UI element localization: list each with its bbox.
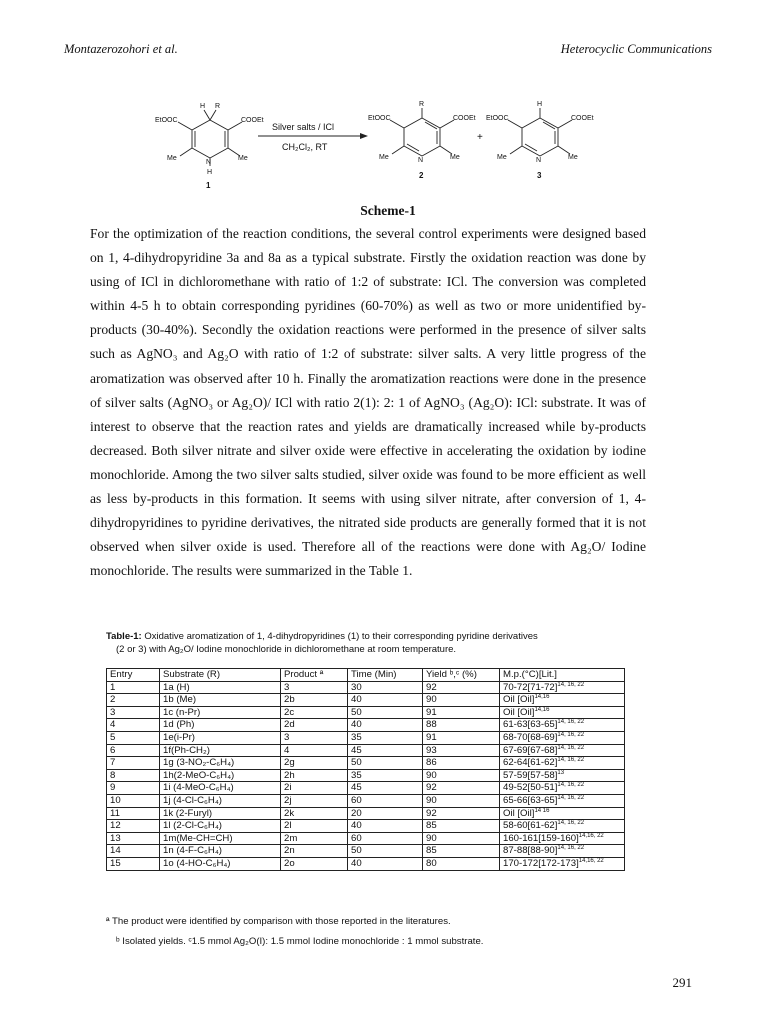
body-paragraph	[90, 222, 646, 583]
cell-entry-text: 10	[110, 794, 121, 806]
c3-me-left: Me	[497, 154, 507, 161]
cell-entry-text: 9	[110, 782, 116, 794]
table-row	[107, 757, 625, 770]
cell-time	[348, 782, 423, 795]
cell-entry-text: 3	[110, 706, 116, 718]
cell-substrate	[160, 832, 281, 845]
cell-yield	[423, 706, 500, 719]
cell-substrate	[160, 694, 281, 707]
cell-substrate-text: 1j (4-Cl-C₆H₄)	[163, 794, 222, 806]
cell-yield-text: 91	[426, 731, 437, 743]
cell-product-text: 2k	[284, 807, 295, 819]
cell-mp	[500, 807, 625, 820]
cell-entry-text: 4	[110, 719, 116, 731]
c1-h: H	[200, 103, 206, 110]
cell-time-text: 60	[351, 794, 362, 806]
caption-label: Table-1:	[106, 631, 142, 642]
cell-time-text: 45	[351, 782, 362, 794]
cell-entry-text: 8	[110, 769, 116, 781]
cell-mp	[500, 857, 625, 870]
cell-product-text: 3	[284, 681, 290, 693]
cell-time-text: 60	[351, 832, 362, 844]
cell-entry	[107, 719, 160, 732]
cell-substrate-text: 1m(Me-CH=CH)	[163, 832, 233, 844]
c2-me-left: Me	[379, 154, 389, 161]
cell-time-text: 40	[351, 694, 362, 706]
cell-substrate-text: 1d (Ph)	[163, 719, 195, 731]
cell-product	[281, 845, 348, 858]
cell-product-text: 2m	[284, 832, 298, 844]
cell-time-text: 35	[351, 731, 362, 743]
cell-time	[348, 706, 423, 719]
cell-substrate-text: 1e(i-Pr)	[163, 731, 195, 743]
reference-superscript: 14 16	[534, 807, 550, 814]
cell-time-text: 40	[351, 857, 362, 869]
cell-product	[281, 794, 348, 807]
cell-yield-text: 90	[426, 794, 437, 806]
c1-me-left: Me	[167, 155, 177, 162]
cell-mp-text: 70-72[71-72]	[503, 681, 558, 693]
cell-time	[348, 845, 423, 858]
cell-yield	[423, 694, 500, 707]
cell-time	[348, 719, 423, 732]
cell-yield	[423, 807, 500, 820]
cell-substrate	[160, 681, 281, 694]
cell-substrate-text: 1l (2-Cl-C₆H₄)	[163, 820, 222, 832]
compound-2-label: 2	[419, 171, 424, 180]
cell-substrate-text: 1c (n-Pr)	[163, 706, 201, 718]
cell-product-text: 2g	[284, 757, 295, 769]
cell-entry	[107, 744, 160, 757]
c2-cooet: COOEt	[453, 115, 476, 122]
cell-entry-text: 12	[110, 820, 121, 832]
cell-time-text: 30	[351, 681, 362, 693]
footnote-b: ᵇ Isolated yields. ᶜ1.5 mmol Ag₂O(I): 1.5 mmol Iodine monochloride : 1 mmol substrate.	[116, 936, 484, 947]
c3-etooc: EtOOC	[486, 115, 509, 122]
cell-mp	[500, 845, 625, 858]
cell-product	[281, 757, 348, 770]
cell-entry	[107, 807, 160, 820]
cell-substrate-text: 1g (3-NO₂-C₆H₄)	[163, 757, 235, 769]
cell-substrate-text: 1k (2-Furyl)	[163, 807, 213, 819]
compound-2-structure	[390, 108, 454, 156]
cell-product-text: 4	[284, 744, 290, 756]
cell-time-text: 40	[351, 820, 362, 832]
reference-superscript: 14, 16, 22	[557, 756, 585, 763]
reference-superscript: 14,16, 22	[578, 832, 604, 839]
cell-product	[281, 782, 348, 795]
cell-product	[281, 681, 348, 694]
cell-yield	[423, 681, 500, 694]
cell-time	[348, 694, 423, 707]
cell-time	[348, 757, 423, 770]
cell-entry	[107, 706, 160, 719]
cell-product-text: 2j	[284, 794, 292, 806]
cell-yield	[423, 857, 500, 870]
reference-superscript: 14,16	[534, 694, 550, 700]
reference-superscript: 14, 16, 22	[557, 744, 585, 751]
cell-time	[348, 731, 423, 744]
reference-superscript: 14,16, 22	[578, 857, 604, 864]
cell-yield-text: 92	[426, 782, 437, 794]
cell-substrate	[160, 857, 281, 870]
footnote-a: ª The product were identified by comparison with those reported in the literatures.	[106, 916, 451, 927]
scheme-svg	[140, 98, 660, 198]
cell-entry	[107, 757, 160, 770]
scheme-conditions: CH₂Cl₂, RT	[282, 142, 328, 152]
cell-entry-text: 13	[110, 832, 121, 844]
cell-time-text: 50	[351, 706, 362, 718]
scheme-plus: +	[477, 132, 483, 143]
cell-mp-text: 62-64[61-62]	[503, 757, 558, 769]
table-caption	[106, 631, 706, 656]
cell-time	[348, 832, 423, 845]
c1-cooet: COOEt	[241, 117, 264, 124]
cell-substrate-text: 1n (4-F-C₆H₄)	[163, 845, 222, 857]
cell-mp-text: 65-66[63-65]	[503, 794, 558, 806]
cell-substrate	[160, 845, 281, 858]
cell-time	[348, 807, 423, 820]
cell-time-text: 35	[351, 769, 362, 781]
cell-yield-text: 92	[426, 681, 437, 693]
c3-cooet: COOEt	[571, 115, 594, 122]
cell-yield-text: 90	[426, 694, 437, 706]
cell-substrate-text: 1o (4-HO-C₆H₄)	[163, 857, 231, 869]
cell-time-text: 50	[351, 845, 362, 857]
cell-product-text: 3	[284, 731, 290, 743]
cell-product-text: 2h	[284, 769, 295, 781]
cell-time-text: 50	[351, 757, 362, 769]
cell-mp	[500, 782, 625, 795]
cell-yield	[423, 744, 500, 757]
table-row	[107, 807, 625, 820]
c3-h: H	[537, 101, 543, 108]
cell-yield	[423, 832, 500, 845]
table-row	[107, 845, 625, 858]
cell-substrate	[160, 744, 281, 757]
cell-time	[348, 769, 423, 782]
col-header-time: Time (Min)	[348, 669, 423, 682]
paragraph-text: For the optimization of the reaction conditions, the several control experiments were designed based on 1, 4-dihydropyridine 3a and 8a as a typical substrate. Firstly the oxidation reaction was done by using of ICl in dichloromethane with ratio of 1:2 of substrate: ICl. The conversion was completed within 4-5 h to obtain corresponding pyridines (60-70%) as well as two or more unidentified by-products (30-40%). Secondly the oxidation reactions were performed in the presence of silver salts such as AgNO₃ and Ag₂O with ratio of 1:2 of substrate: silver salts. A very little progress of the aromatization was observed after 10 h. Finally the aromatization reactions were done in the presence of silver salts (AgNO₃ or Ag₂O)/ ICl with ratio 2(1): 2: 1 of AgNO₃ (Ag₂O): ICl: substrate. It was of interest to observe that the reaction rates and yields are dramatically increased while by-products decreased. Both silver nitrate and silver oxide were effective in accelerating the oxidation by iodine monochloride. Among the two silver salts studied, silver oxide was found to be more efficient as well as less by-products in this formation. It seems with using silver nitrate, after conversion of 1, 4- dihydropyridines to pyridine derivatives, the nitrated side products are generally formed that it is not observed when silver oxide is used. Therefore all of the reactions were done with Ag₂O/ Iodine monochloride. The results were summarized in the Table 1.	[90, 226, 646, 579]
cell-product-text: 2l	[284, 820, 292, 832]
reference-superscript: 14, 16, 22	[557, 819, 585, 826]
reference-superscript: 14, 16, 22	[557, 681, 585, 688]
arrow-head	[360, 133, 368, 139]
cell-mp-text: 160-161[159-160]	[503, 832, 579, 844]
compound-3-label: 3	[537, 171, 542, 180]
cell-entry	[107, 731, 160, 744]
cell-yield-text: 88	[426, 719, 437, 731]
c2-me-right: Me	[450, 154, 460, 161]
cell-product-text: 2d	[284, 719, 295, 731]
c1-nh: H	[207, 169, 213, 176]
cell-mp	[500, 757, 625, 770]
cell-product-text: 2o	[284, 857, 295, 869]
reference-superscript: 14, 16, 22	[557, 782, 585, 789]
cell-product	[281, 706, 348, 719]
cell-substrate	[160, 731, 281, 744]
col-header-product: Product ª	[281, 669, 348, 682]
reference-superscript: 14, 16, 22	[557, 731, 585, 738]
cell-mp-text: 170-172[172-173]	[503, 857, 579, 869]
cell-mp-text: Oil [Oil]	[503, 807, 535, 819]
cell-yield-text: 91	[426, 706, 437, 718]
cell-time-text: 45	[351, 744, 362, 756]
cell-mp	[500, 731, 625, 744]
cell-entry-text: 5	[110, 731, 116, 743]
cell-entry-text: 11	[110, 807, 120, 819]
cell-entry-text: 14	[110, 845, 121, 857]
table-row	[107, 706, 625, 719]
cell-time	[348, 681, 423, 694]
cell-entry-text: 15	[110, 857, 121, 869]
cell-substrate	[160, 706, 281, 719]
cell-yield-text: 90	[426, 769, 437, 781]
cell-product-text: 2c	[284, 706, 295, 718]
cell-entry	[107, 782, 160, 795]
scheme-reagents: Silver salts / ICl	[272, 122, 335, 132]
running-header-journal: Heterocyclic Communications	[560, 42, 712, 56]
cell-mp-text: 68-70[68-69]	[503, 731, 558, 743]
table-row	[107, 744, 625, 757]
cell-entry	[107, 845, 160, 858]
cell-yield	[423, 757, 500, 770]
cell-yield-text: 85	[426, 845, 437, 857]
c3-me-right: Me	[568, 154, 578, 161]
cell-product	[281, 744, 348, 757]
cell-entry-text: 2	[110, 694, 116, 706]
cell-mp-text: 61-63[63-65]	[503, 719, 558, 731]
cell-time	[348, 794, 423, 807]
table-body	[107, 681, 625, 870]
cell-substrate	[160, 782, 281, 795]
compound-1-structure	[178, 110, 242, 166]
table-row	[107, 731, 625, 744]
cell-mp	[500, 832, 625, 845]
cell-yield-text: 92	[426, 807, 437, 819]
cell-yield	[423, 820, 500, 833]
compound-1-label: 1	[206, 181, 211, 190]
cell-substrate-text: 1a (H)	[163, 681, 190, 693]
cell-yield-text: 90	[426, 832, 437, 844]
c3-n: N	[536, 157, 542, 164]
cell-yield	[423, 769, 500, 782]
cell-time	[348, 820, 423, 833]
cell-mp-text: 87-88[88-90]	[503, 845, 558, 857]
table-row	[107, 820, 625, 833]
cell-mp	[500, 706, 625, 719]
cell-entry	[107, 694, 160, 707]
col-header-entry: Entry	[107, 669, 160, 682]
cell-yield	[423, 731, 500, 744]
cell-mp-text: 58-60[61-62]	[503, 820, 558, 832]
cell-mp	[500, 719, 625, 732]
c1-r: R	[215, 103, 221, 110]
c1-n: N	[206, 159, 212, 166]
cell-time	[348, 744, 423, 757]
cell-entry	[107, 769, 160, 782]
cell-substrate-text: 1i (4-MeO-C₆H₄)	[163, 782, 234, 794]
table-row	[107, 694, 625, 707]
reaction-scheme	[140, 98, 660, 198]
table-row	[107, 794, 625, 807]
caption-line-2: (2 or 3) with Ag₂O/ Iodine monochloride in dichloromethane at room temperature.	[116, 643, 457, 655]
cell-substrate-text: 1f(Ph-CH₂)	[163, 744, 210, 756]
cell-mp	[500, 769, 625, 782]
cell-time-text: 40	[351, 719, 362, 731]
cell-product	[281, 820, 348, 833]
cell-time-text: 20	[351, 807, 362, 819]
cell-mp	[500, 794, 625, 807]
cell-entry	[107, 794, 160, 807]
cell-product-text: 2n	[284, 845, 295, 857]
cell-yield-text: 85	[426, 820, 437, 832]
cell-mp	[500, 694, 625, 707]
cell-entry	[107, 681, 160, 694]
running-header-authors: Montazerozohori et al.	[64, 42, 178, 56]
cell-yield-text: 80	[426, 857, 437, 869]
cell-entry-text: 7	[110, 757, 116, 769]
caption-line-1: Oxidative aromatization of 1, 4-dihydropyridines (1) to their corresponding pyridine derivatives	[141, 631, 538, 642]
cell-mp-text: 67-69[67-68]	[503, 744, 558, 756]
cell-mp-text: 57-59[57-58]	[503, 769, 558, 781]
results-table	[106, 668, 625, 871]
scheme-title: Scheme-1	[360, 203, 416, 218]
table-row	[107, 782, 625, 795]
cell-yield	[423, 845, 500, 858]
cell-yield	[423, 794, 500, 807]
reference-superscript: 14,16	[534, 706, 550, 713]
table-row	[107, 857, 625, 870]
col-header-mp: M.p.(°C)[Lit.]	[500, 669, 625, 682]
col-header-substrate: Substrate (R)	[160, 669, 281, 682]
cell-product	[281, 694, 348, 707]
cell-entry	[107, 857, 160, 870]
cell-time	[348, 857, 423, 870]
table-header-row	[107, 669, 625, 682]
cell-product	[281, 807, 348, 820]
cell-entry-text: 1	[110, 681, 116, 693]
cell-product-text: 2b	[284, 694, 295, 706]
reference-superscript: 14, 16, 22	[557, 719, 585, 726]
reference-superscript: 13	[557, 769, 565, 776]
cell-product-text: 2i	[284, 782, 292, 794]
cell-yield-text: 93	[426, 744, 437, 756]
page-number: 291	[672, 975, 692, 990]
cell-substrate	[160, 820, 281, 833]
cell-substrate-text: 1h(2-MeO-C₆H₄)	[163, 769, 235, 781]
cell-yield	[423, 719, 500, 732]
cell-mp-text: Oil [Oil]	[503, 706, 535, 718]
cell-yield-text: 86	[426, 757, 437, 769]
cell-mp	[500, 744, 625, 757]
cell-product	[281, 731, 348, 744]
c1-me-right: Me	[238, 155, 248, 162]
cell-entry	[107, 820, 160, 833]
cell-entry-text: 6	[110, 744, 116, 756]
cell-substrate	[160, 757, 281, 770]
col-header-yield: Yield ᵇ,ᶜ (%)	[423, 669, 500, 682]
c1-etooc: EtOOC	[155, 117, 178, 124]
cell-substrate	[160, 769, 281, 782]
cell-substrate	[160, 807, 281, 820]
reference-superscript: 14, 16, 22	[557, 845, 585, 852]
cell-product	[281, 832, 348, 845]
c2-etooc: EtOOC	[368, 115, 391, 122]
c2-r: R	[419, 101, 425, 108]
cell-product	[281, 719, 348, 732]
cell-substrate	[160, 794, 281, 807]
cell-entry	[107, 832, 160, 845]
cell-substrate-text: 1b (Me)	[163, 694, 197, 706]
table-row	[107, 769, 625, 782]
reference-superscript: 14, 16, 22	[557, 794, 585, 801]
cell-product	[281, 769, 348, 782]
cell-mp-text: Oil [Oil]	[503, 694, 535, 706]
cell-product	[281, 857, 348, 870]
cell-yield	[423, 782, 500, 795]
compound-3-structure	[508, 108, 572, 156]
table-row	[107, 719, 625, 732]
table-row	[107, 681, 625, 694]
cell-mp	[500, 681, 625, 694]
table-row	[107, 832, 625, 845]
cell-mp	[500, 820, 625, 833]
cell-substrate	[160, 719, 281, 732]
c2-n: N	[418, 157, 424, 164]
cell-mp-text: 49-52[50-51]	[503, 782, 558, 794]
